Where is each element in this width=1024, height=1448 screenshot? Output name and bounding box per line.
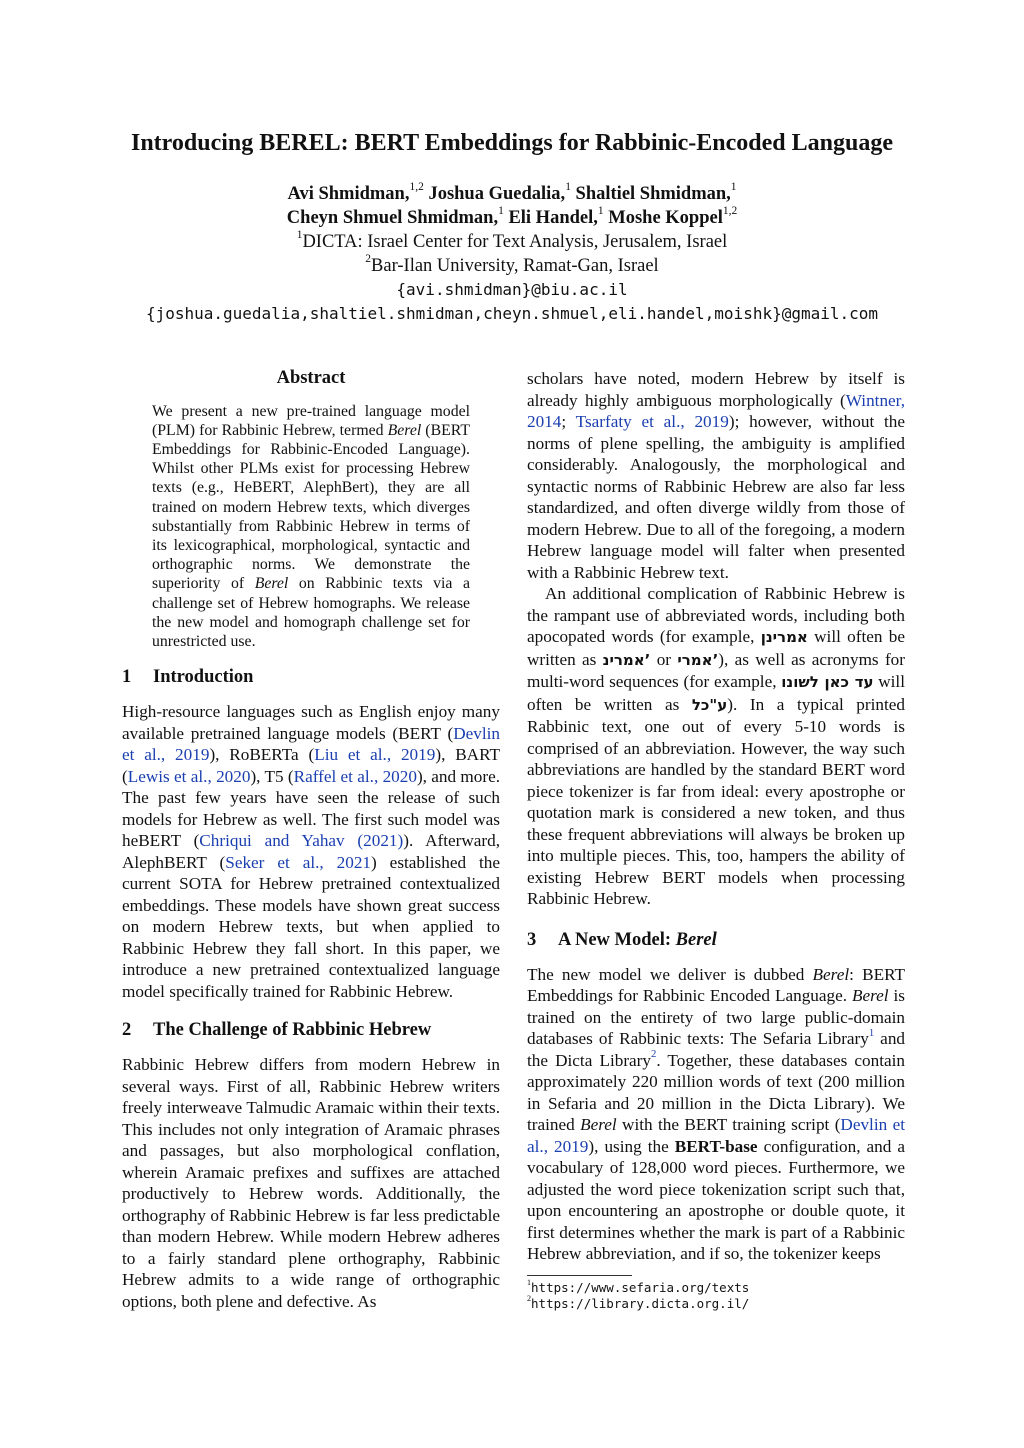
abstract-text: We present a new pre-trained language model (PLM) for Rabbinic Hebrew, termed Berel (BERT Embeddings for Rabbinic-Encoded Language). Whilst other PLMs exist for processing Hebrew texts (e.g., HeBERT, AlephBert), they are all trained on modern Hebrew texts, which diverges substantially from Rabbinic Hebrew in terms of its lexicographical, morphological, syntactic and orthographic norms. We demonstrate the superiority of Berel on Rabbinic texts via a challenge set of Hebrew homographs. We release the new model and homograph challenge set for unrestricted use. xyxy=(152,402,470,650)
author-affil-mark: 1 xyxy=(730,181,737,194)
footnote-divider xyxy=(527,1275,632,1276)
citation-link[interactable]: Devlin et al., 2019 xyxy=(122,723,500,765)
citation-link[interactable]: Lewis et al., 2020 xyxy=(127,766,251,786)
footnote-mark[interactable]: 2 xyxy=(651,1049,657,1061)
citation-link[interactable]: Devlin et al., 2019 xyxy=(527,1115,905,1156)
author-name: Shaltiel Shmidman, xyxy=(575,184,731,204)
author-name: Cheyn Shmuel Shmidman, xyxy=(286,208,499,228)
section-2-paragraph-continued: scholars have noted, modern Hebrew by itself is already highly ambiguous morphologically (Wintner, 2014; Tsarfaty et al., 2019); however, without the norms of plene spelling, the ambiguity is amplified considerably. Analogously, the morphological and syntactic norms of Rabbinic Hebrew are also far less standardized, and often diverge wildly from those of modern Hebrew. Due to all of the foregoing, a modern Hebrew language model will falter when presented with a Rabbinic Hebrew text. xyxy=(527,369,905,582)
citation-link[interactable]: Seker et al., 2021 xyxy=(225,852,372,872)
footnote-1: $^1$https://www.sefaria.org/texts xyxy=(527,1277,750,1295)
affiliation-2: $^2$Bar-Ilan University, Ramat-Gan, Israel xyxy=(365,253,659,276)
section-3-heading: 3 A New Model: Berel xyxy=(527,929,717,950)
left-column xyxy=(122,368,500,1312)
footnote-mark[interactable]: 1 xyxy=(868,1027,875,1039)
right-column xyxy=(527,368,905,1312)
footnote-url[interactable]: https://library.dicta.org.il/ xyxy=(531,1295,750,1311)
author-line-2 xyxy=(0,206,1024,230)
abbreviation-paragraph: An additional complication of Rabbinic Hebrew is the rampant use of abbreviated words, including both apocopated words (for example, אמרינן will often be written as ’אמרינ or ’אמרי), as well as acronyms for multi-word sequences (for example, עד כאן לשונו will often be written as ע"כל). In a typical printed Rabbinic text, one out of every 5-10 words is comprised of an abbreviation. However, the way such abbreviations are handled by the standard BERT word piece tokenizer is far from ideal: every apostrophe or quotation mark is considered a new token, and thus these frequent abbreviations will always be broken up into multiple pieces. This, too, hampers the ability of existing Hebrew BERT models when processing Rabbinic Hebrew. xyxy=(527,584,905,908)
abstract-heading: Abstract xyxy=(276,368,346,388)
citation-link[interactable]: Raffel et al., 2020 xyxy=(293,766,417,786)
author-name: Joshua Guedalia, xyxy=(428,184,566,204)
intro-paragraph: High-resource languages such as English enjoy many available pretrained language models (BERT (Devlin et al., 2019), RoBERTa (Liu et al., 2019), BART (Lewis et al., 2020), T5 (Raffel et al., 2020), and more. The past few years have seen the release of such models for Hebrew as well. The first such model was heBERT (Chriqui and Yahav (2021)). Afterward, AlephBERT (Seker et al., 2021) established the current SOTA for Hebrew pretrained contextualized embeddings. These models have shown great success on modern Hebrew texts, but when applied to Rabbinic Hebrew they fall short. In this paper, we introduce a new pretrained contextualized language model specifically trained for Rabbinic Hebrew. xyxy=(122,702,501,1001)
footnote-2: $^2$https://library.dicta.org.il/ xyxy=(527,1293,750,1311)
hebrew-phrase: עד כאן לשונו xyxy=(781,673,874,691)
citation-link[interactable]: Tsarfaty et al., 2019 xyxy=(575,412,729,431)
author-affil-mark: 1 xyxy=(565,181,571,194)
author-affil-mark: 1 xyxy=(498,205,504,218)
hebrew-word: ’אמרי xyxy=(677,650,719,669)
author-name: Avi Shmidman, xyxy=(287,184,410,204)
section-1-heading: 1 Introduction xyxy=(122,667,254,688)
citation-link[interactable]: Chriqui and Yahav (2021) xyxy=(199,831,404,851)
hebrew-word: ’אמרינ xyxy=(602,650,651,669)
author-name: Moshe Koppel xyxy=(608,208,723,228)
citation-link[interactable]: Liu et al., 2019 xyxy=(314,745,436,765)
author-affil-mark: 1,2 xyxy=(722,205,738,218)
paper-title: Introducing BEREL: BERT Embeddings for Rabbinic-Encoded Language xyxy=(130,130,894,156)
author-line-1 xyxy=(0,182,1024,206)
hebrew-acronym: ע"כל xyxy=(691,695,728,714)
email-line-2: {joshua.guedalia,shaltiel.shmidman,cheyn.shmuel,eli.handel,moishk}@gmail.com xyxy=(145,304,879,323)
author-affil-mark: 1 xyxy=(597,205,604,218)
section-2-heading: 2 The Challenge of Rabbinic Hebrew xyxy=(122,1020,432,1041)
author-name: Eli Handel, xyxy=(508,208,598,228)
citation-link[interactable]: Wintner, 2014 xyxy=(527,390,905,431)
section-2-paragraph: Rabbinic Hebrew differs from modern Hebrew in several ways. First of all, Rabbinic Hebrew writers freely interweave Talmudic Aramaic within their texts. This includes not only integration of Aramaic phrases and passages, but also morphological conflation, wherein Aramaic prefixes and suffixes are attached productively to Hebrew words. Additionally, the orthography of Rabbinic Hebrew is far less predictable than modern Hebrew. While modern Hebrew adheres to a fairly standard plene orthography, Rabbinic Hebrew admits to a wide range of orthographic options, both plene and defective. As xyxy=(122,1055,500,1311)
author-block xyxy=(0,182,1024,326)
hebrew-word: אמרינן xyxy=(760,628,808,646)
footnote-url[interactable]: https://www.sefaria.org/texts xyxy=(531,1279,750,1295)
author-affil-mark: 1,2 xyxy=(409,181,424,194)
affiliation-1: $^1$DICTA: Israel Center for Text Analysis, Jerusalem, Israel xyxy=(296,229,728,252)
section-3-paragraph: The new model we deliver is dubbed Berel: BERT Embeddings for Rabbinic Encoded Language. Berel is trained on the entirety of two large public-domain databases of Rabbinic texts: The Sefaria Library$^1$ and the Dicta Library$^2$. Together, these databases contain approximately 220 million words of text (200 million in Sefaria and 20 million in the Dicta Library). We trained Berel with the BERT training script (Devlin et al., 2019), using the BERT-base configuration, and a vocabulary of 128,000 word pieces. Furthermore, we adjusted the word piece tokenization script such that, upon encountering an apostrophe or double quote, it first determines whether the mark is part of a Rabbinic Hebrew abbreviation, and if so, the tokenizer keeps xyxy=(527,964,906,1263)
email-line-1: {avi.shmidman}@biu.ac.il xyxy=(396,280,628,299)
